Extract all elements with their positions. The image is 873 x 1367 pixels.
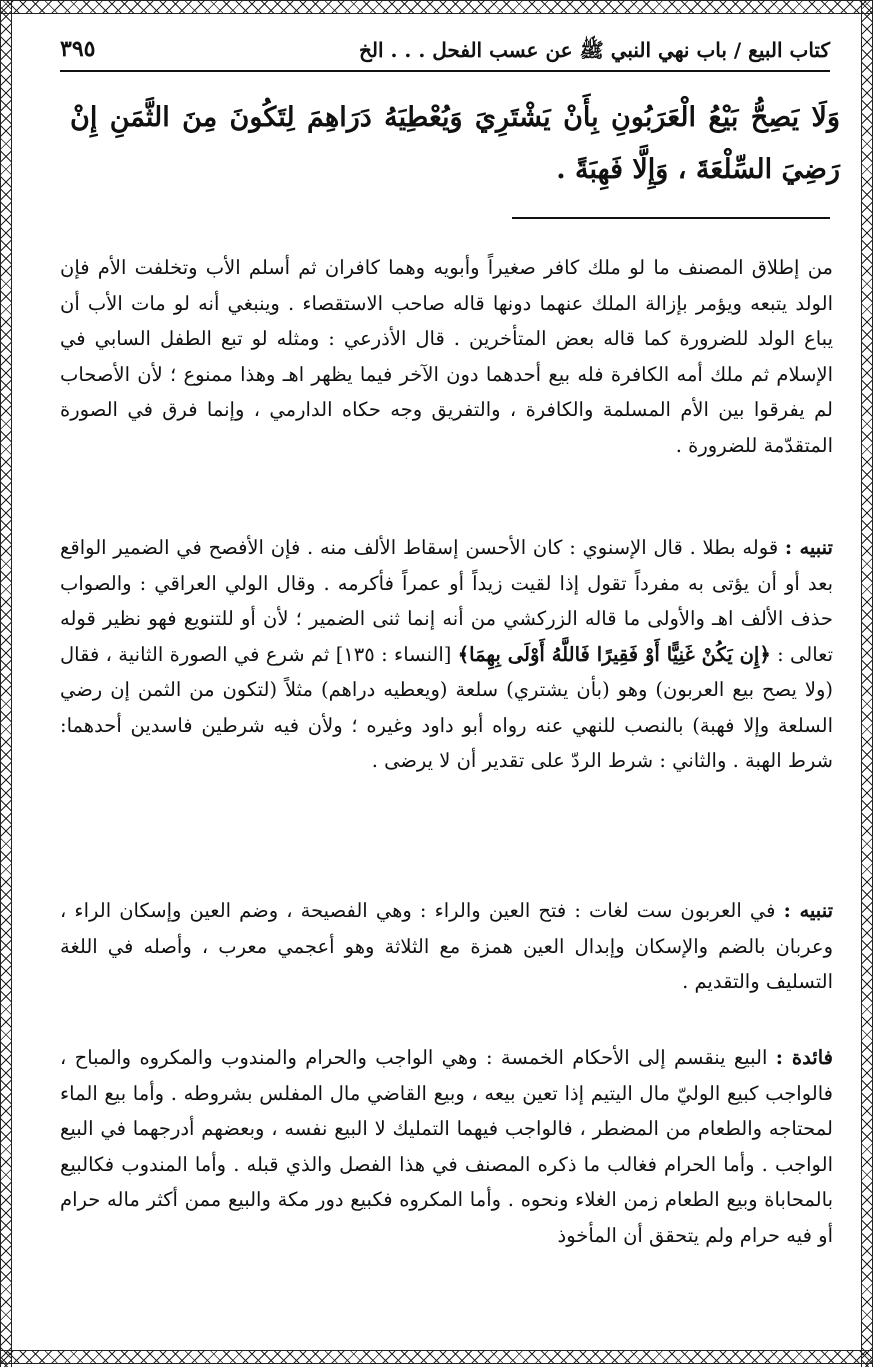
ornamental-border-left [0, 0, 12, 1367]
ornamental-border-right [861, 0, 873, 1367]
paragraph-faida [60, 1040, 833, 1253]
paragraph-text: في العربون ست لغات : فتح العين والراء : وهي الفصيحة ، وضم العين وإسكان الراء ، وعربان بالضم والإسكان وإبدال العين همزة مع الثلاثة وهو أعجمي معرب ، وأصله في اللغة التسليف والتقديم . [60, 899, 833, 993]
matn-text: وَلَا يَصِحُّ بَيْعُ الْعَرَبُونِ بِأَنْ يَشْتَرِيَ وَيُعْطِيَهُ دَرَاهِمَ لِتَكُونَ مِنَ الثَّمَنِ إِنْ رَضِيَ السِّلْعَةَ ، وَإِلَّا فَهِبَةً . [70, 102, 840, 185]
quran-verse: ﴿إِن يَكُنْ غَنِيًّا أَوْ فَقِيرًا فَاللَّهُ أَوْلَى بِهِمَا﴾ [457, 642, 771, 666]
footnote-separator [512, 217, 830, 219]
paragraph-text: من إطلاق المصنف ما لو ملك كافر صغيراً وأبويه وهما كافران ثم أسلم الأب وتخلفت الأم فإن الولد يتبعه ويؤمر بإزالة الملك عنهما دونها قاله صاحب الاستقصاء . وينبغي أنه لو مات الأب أن يباع الولد للضرورة كما قاله بعض المتأخرين . قال الأذرعي : ومثله لو تبع الطفل السابي في الإسلام ثم ملك أمه الكافرة فله بيع أحدهما دون الآخر فيما يظهر اهـ وهذا ممنوع ؛ لأن الأصحاب لم يفرقوا بين الأم المسلمة والكافرة ، والتفريق وجه حكاه الدارمي ، وإنما فرق في الصورة المتقدّمة للضرورة . [60, 256, 833, 457]
ornamental-border-bottom [0, 1350, 873, 1364]
paragraph-commentary-1 [60, 250, 833, 463]
paragraph-text: البيع ينقسم إلى الأحكام الخمسة : وهي الواجب والحرام والمندوب والمكروه والمباح ، فالواجب كبيع الوليّ مال اليتيم إذا تعين بيعه ، وبيع القاضي مال المفلس بشروطه . وأما بيع الماء لمحتاجه والطعام من المضطر ، فالواجب فيهما التمليك لا البيع نفسه ، وبعضهم أدرجهما في البيع الواجب . وأما الحرام فغالب ما ذكره المصنف في هذا الفصل والذي قبله . وأما المندوب فكالبيع بالمحاباة وبيع الطعام زمن الغلاء ونحوه . وأما المكروه فكبيع دور مكة والبيع ممن أكثر ماله حرام أو فيه حرام ولم يتحقق أن المأخوذ [60, 1046, 833, 1247]
ornamental-border-top [0, 0, 873, 14]
paragraph-lead: تنبيه : [783, 899, 834, 922]
paragraph-tanbih-2 [60, 893, 833, 1000]
running-header [60, 34, 830, 72]
paragraph-tanbih-1 [60, 530, 833, 779]
running-title: كتاب البيع / باب نهي النبي ﷺ عن عسب الفحل . . . الخ [358, 38, 830, 62]
paragraph-text-continued: [النساء : ١٣٥] ثم شرع في الصورة الثانية ، فقال (ولا يصح بيع العربون) وهو (بأن يشتري) سلعة (ويعطيه دراهم) مثلاً (لتكون من الثمن إن رضي السلعة وإلا فهبة) بالنصب للنهي عنه رواه أبو داود وغيره ؛ ولأن فيه شرطين فاسدين أحدهما: شرط الهبة . والثاني : شرط الردّ على تقدير أن لا يرضى . [60, 642, 833, 772]
paragraph-lead: فائدة : [775, 1046, 833, 1069]
paragraph-text: قوله بطلا . قال الإسنوي : كان الأحسن إسقاط الألف منه . فإن الأفصح في الضمير الواقع بعد أو أن يؤتى به مفرداً تقول إذا لقيت زيداً أو عمراً فأكرمه . وقال الولي العراقي : والصواب حذف الألف اهـ والأولى ما قاله الزركشي من أنه إنما ثنى الضمير ؛ لأن أو للتنويع فهو نظير قوله تعالى : [60, 536, 834, 666]
paragraph-lead: تنبيه : [784, 536, 833, 559]
page-number: ٣٩٥ [60, 36, 96, 62]
